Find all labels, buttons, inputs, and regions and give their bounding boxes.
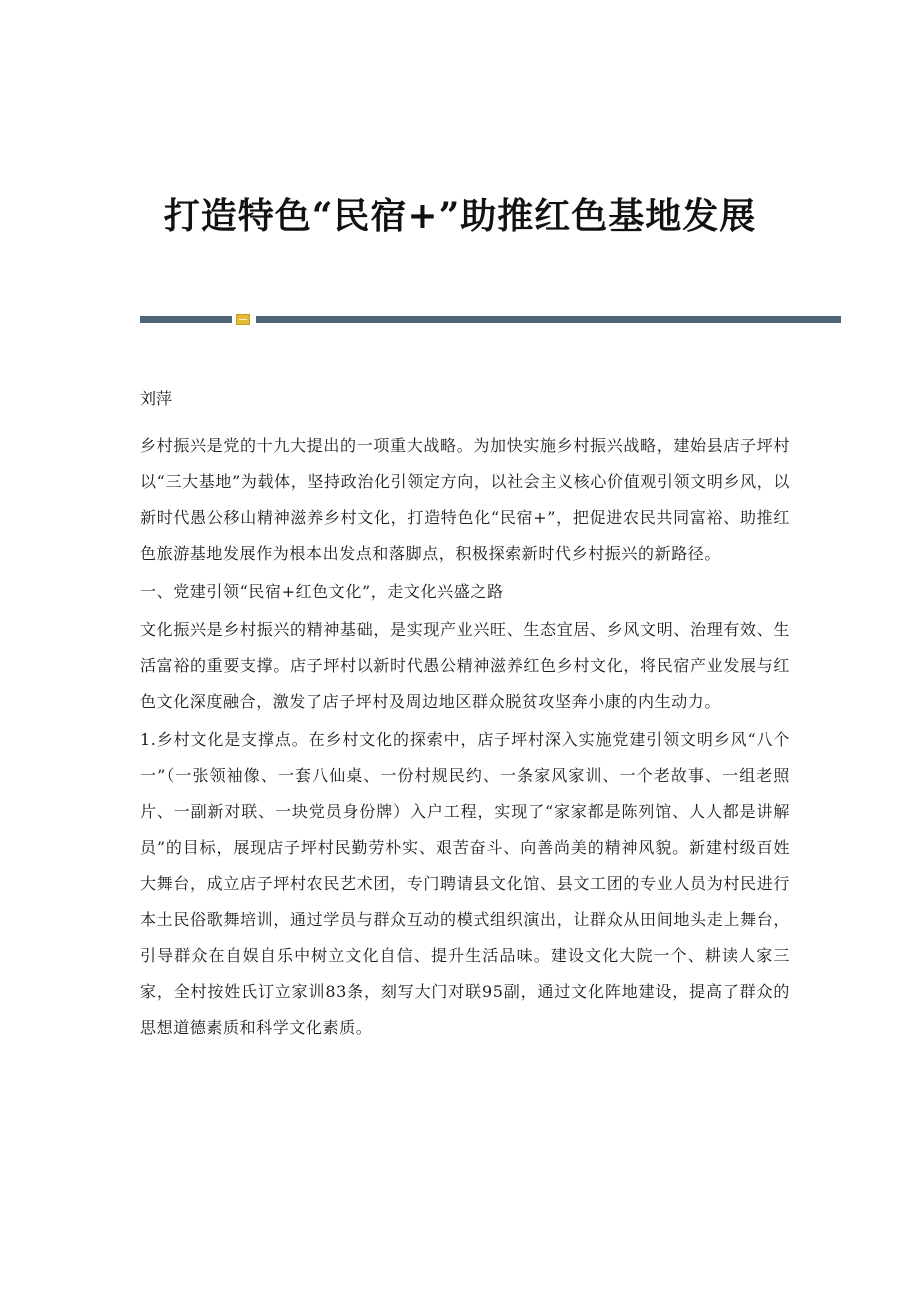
document-title: 打造特色“民宿+”助推红色基地发展 xyxy=(163,195,757,237)
author-name: 刘萍 xyxy=(140,389,173,408)
intro-paragraph: 乡村振兴是党的十九大提出的一项重大战略。为加快实施乡村振兴战略，建始县店子坪村以“三大基地”为载体，坚持政治化引领定方向，以社会主义核心价值观引领文明乡风，以新时代愚公移山精神滋养乡村文化，打造特色化“民宿+”，把促进农民共同富裕、助推红色旅游基地发展作为根本出发点和落脚点，积极探索新时代乡村振兴的新路径。 xyxy=(140,436,790,563)
title-divider xyxy=(140,314,841,324)
divider-bar-left xyxy=(140,316,232,323)
article-body xyxy=(140,384,790,1046)
divider-gap xyxy=(251,316,255,323)
divider-bar-right xyxy=(256,316,841,323)
point-paragraph: 1.乡村文化是支撑点。在乡村文化的探索中，店子坪村深入实施党建引领文明乡风“八个一”（一张领袖像、一套八仙桌、一份村规民约、一条家风家训、一个老故事、一组老照片、一副新对联、一块党员身份牌）入户工程，实现了“家家都是陈列馆、人人都是讲解员”的目标，展现店子坪村民勤劳朴实、艰苦奋斗、向善尚美的精神风貌。新建村级百姓大舞台，成立店子坪村农民艺术团，专门聘请县文化馆、县文工团的专业人员为村民进行本土民俗歌舞培训，通过学员与群众互动的模式组织演出，让群众从田间地头走上舞台，引导群众在自娱自乐中树立文化自信、提升生活品味。建设文化大院一个、耕读人家三家，全村按姓氏订立家训83条，刻写大门对联95副，通过文化阵地建设，提高了群众的思想道德素质和科学文化素质。 xyxy=(140,730,790,1037)
section-paragraph: 文化振兴是乡村振兴的精神基础，是实现产业兴旺、生态宜居、乡风文明、治理有效、生活富裕的重要支撑。店子坪村以新时代愚公精神滋养红色乡村文化，将民宿产业发展与红色文化深度融合，激发了店子坪村及周边地区群众脱贫攻坚奔小康的内生动力。 xyxy=(140,620,790,711)
section-heading: 一、党建引领“民宿+红色文化”，走文化兴盛之路 xyxy=(140,582,504,601)
divider-ornament-icon xyxy=(236,314,250,325)
